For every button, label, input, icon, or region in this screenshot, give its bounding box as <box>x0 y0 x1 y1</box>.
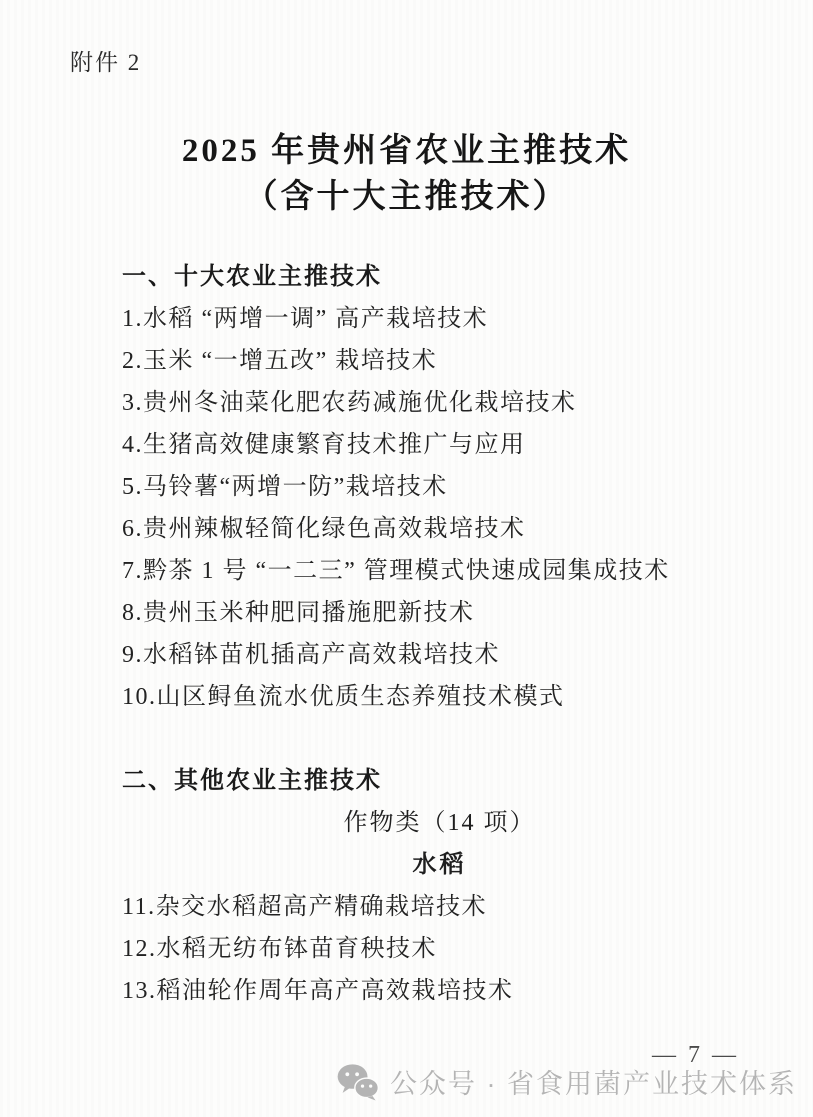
section2-category: 水稻 <box>412 852 467 878</box>
watermark-text: 公众号 · 省食用菌产业技术体系 <box>390 1069 797 1099</box>
list-item: 10.山区鲟鱼流水优质生态养殖技术模式 <box>122 684 565 710</box>
document-title <box>0 128 813 220</box>
list-item: 4.生猪高效健康繁育技术推广与应用 <box>122 432 526 458</box>
attachment-label: 附件 2 <box>70 50 142 75</box>
list-item: 5.马铃薯“两增一防”栽培技术 <box>122 474 448 500</box>
wechat-icon <box>336 1063 380 1101</box>
list-item: 9.水稻钵苗机插高产高效栽培技术 <box>122 642 500 668</box>
list-item: 3.贵州冬油菜化肥农药减施优化栽培技术 <box>122 390 577 416</box>
list-item: 12.水稻无纺布钵苗育秧技术 <box>122 936 437 962</box>
watermark <box>336 1062 797 1101</box>
list-item: 11.杂交水稻超高产精确栽培技术 <box>122 894 488 920</box>
list-item: 8.贵州玉米种肥同播施肥新技术 <box>122 600 475 626</box>
document-title-line2: （含十大主推技术） <box>244 179 569 215</box>
section2-subheading: 作物类（14 项） <box>343 810 536 836</box>
document-body <box>122 256 757 1012</box>
list-item: 6.贵州辣椒轻简化绿色高效栽培技术 <box>122 516 526 542</box>
section2-heading: 二、其他农业主推技术 <box>122 767 382 794</box>
list-item: 2.玉米 “一增五改” 栽培技术 <box>122 348 438 374</box>
list-item: 13.稻油轮作周年高产高效栽培技术 <box>122 978 514 1004</box>
page-number: — 7 — <box>652 1042 739 1068</box>
section1-heading: 一、十大农业主推技术 <box>122 263 382 290</box>
list-item: 1.水稻 “两增一调” 高产栽培技术 <box>122 306 489 332</box>
list-item: 7.黔茶 1 号 “一二三” 管理模式快速成园集成技术 <box>122 558 670 584</box>
document-title-line1: 2025 年贵州省农业主推技术 <box>181 133 632 169</box>
